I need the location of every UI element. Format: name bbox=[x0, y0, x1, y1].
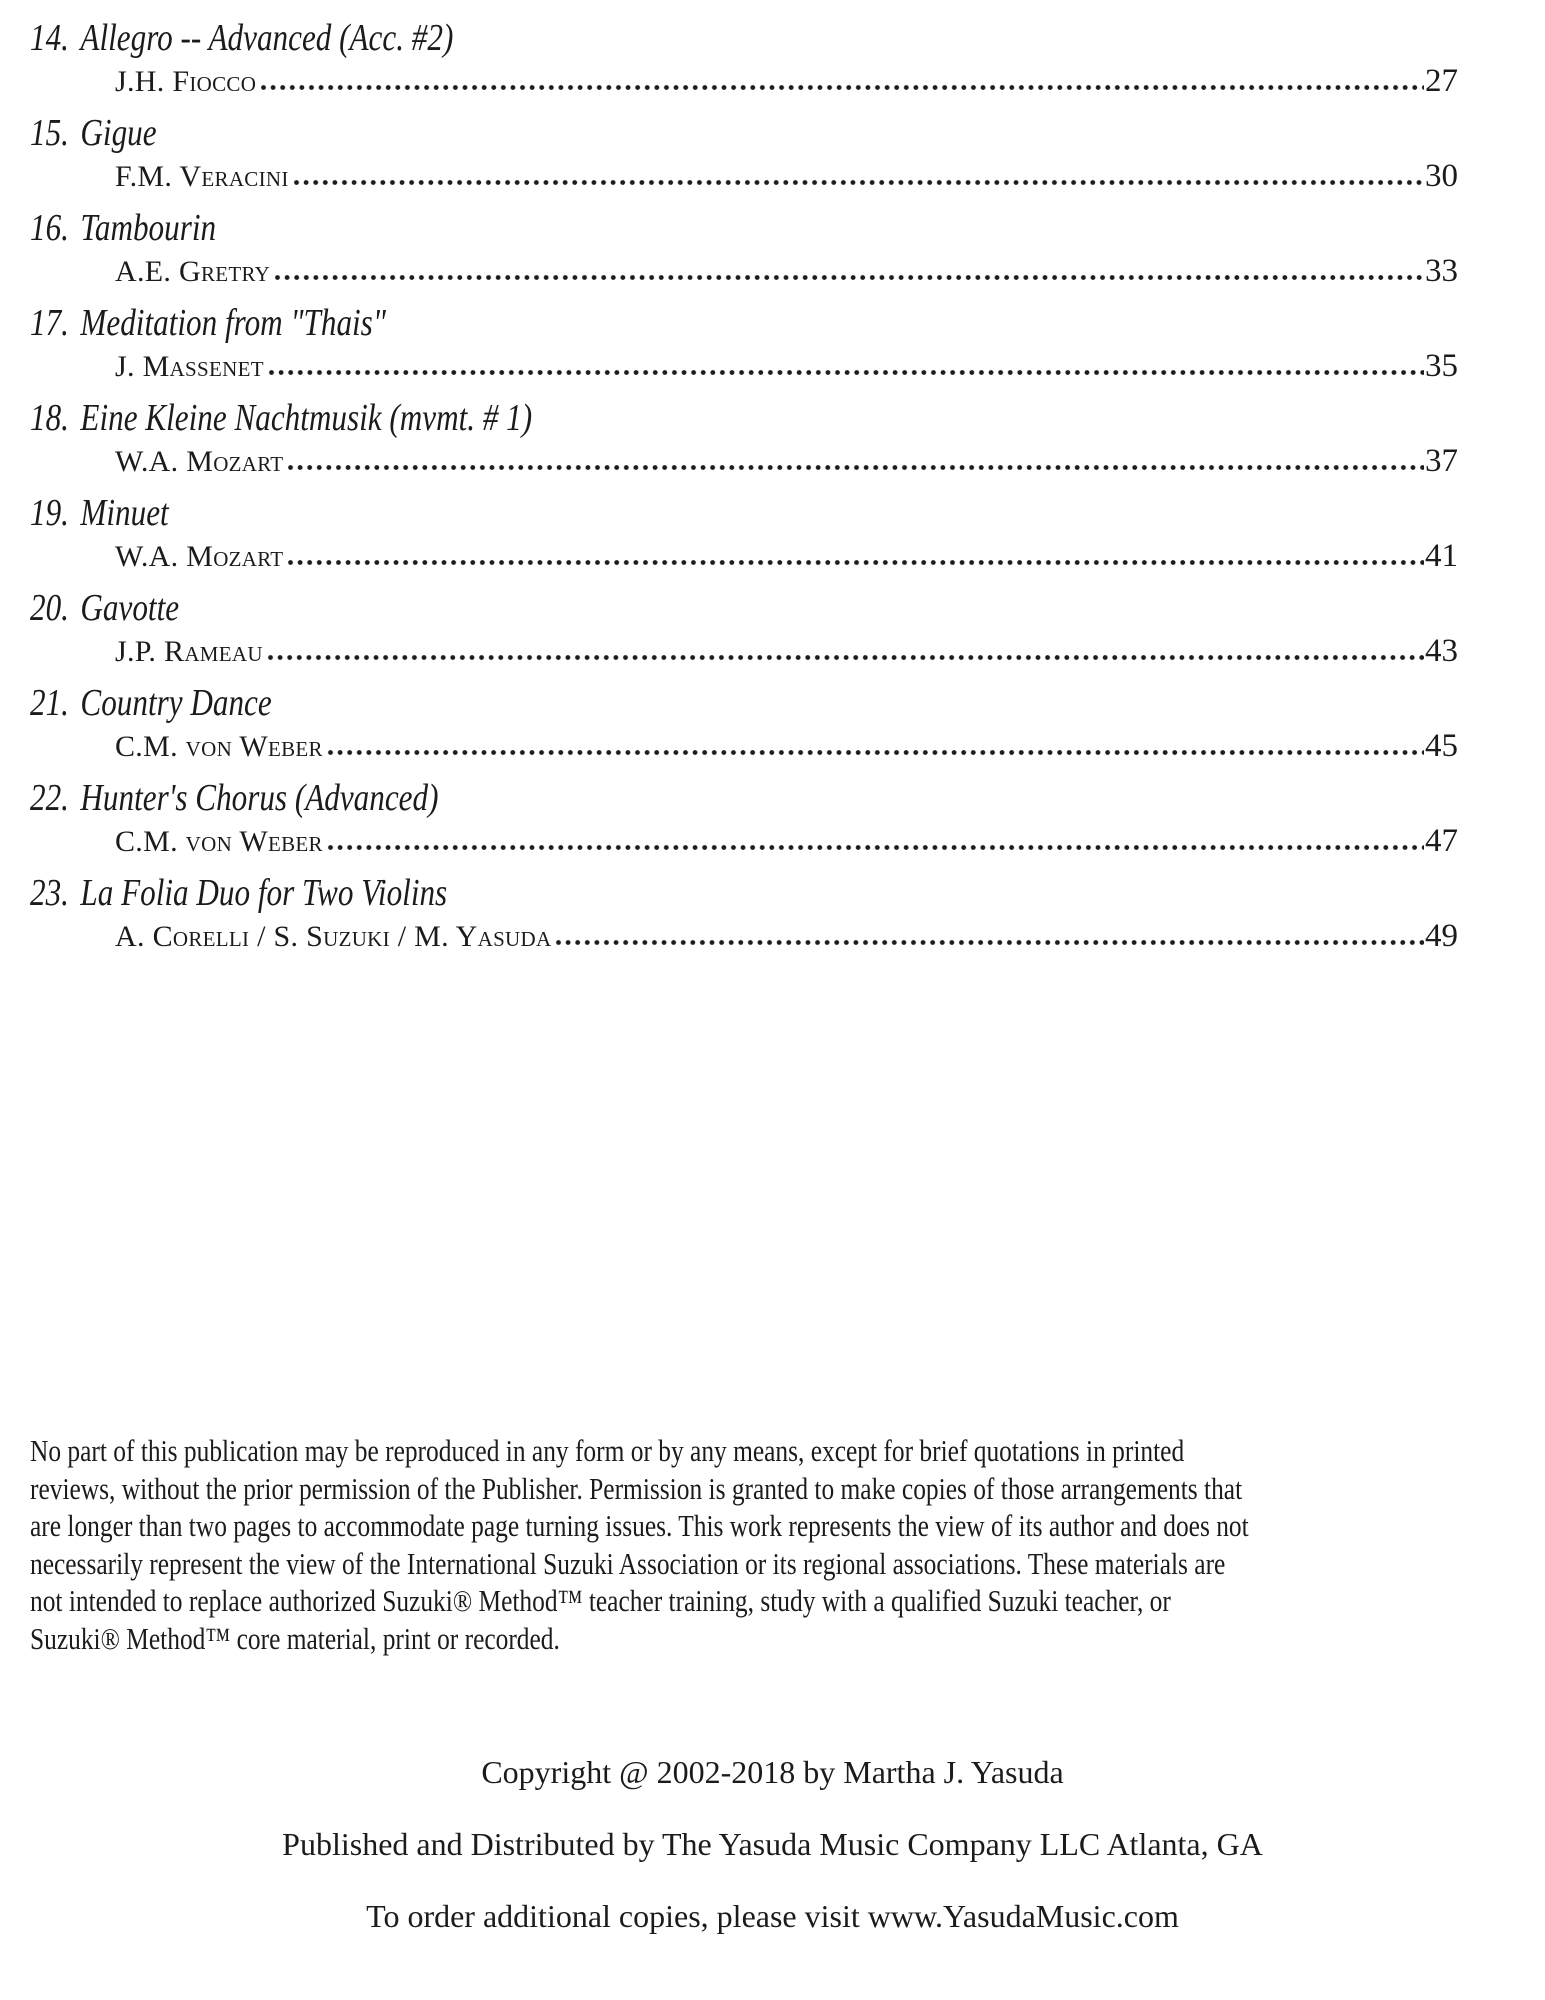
entry-number: 22. bbox=[30, 777, 69, 819]
page-number: 35 bbox=[1425, 348, 1458, 384]
entry-title bbox=[30, 14, 1201, 62]
entry-number: 18. bbox=[30, 397, 69, 439]
page-number: 30 bbox=[1425, 158, 1458, 194]
page-number: 27 bbox=[1425, 63, 1458, 99]
composer-name: J.P. Rameau bbox=[115, 635, 263, 668]
entry-title-text: Eine Kleine Nachtmusik (mvmt. # 1) bbox=[80, 397, 533, 439]
dot-leader bbox=[267, 369, 1424, 376]
page-number: 47 bbox=[1425, 823, 1458, 859]
page-number: 49 bbox=[1425, 918, 1458, 954]
entry-title bbox=[30, 679, 1201, 727]
order-info-line: To order additional copies, please visit www.YasudaMusic.com bbox=[366, 1898, 1179, 1934]
footer bbox=[0, 1752, 1545, 1936]
entry-title bbox=[30, 489, 1201, 537]
dot-leader bbox=[292, 179, 1424, 186]
dot-leader bbox=[286, 464, 1424, 471]
entry-composer-row bbox=[115, 252, 1458, 291]
entry-title bbox=[30, 869, 1201, 917]
entry-composer-row bbox=[115, 822, 1458, 861]
entry-title-text: Gigue bbox=[80, 112, 157, 154]
composer-name: W.A. Mozart bbox=[115, 445, 284, 478]
entry-number: 23. bbox=[30, 872, 69, 914]
composer-name: J.H. Fiocco bbox=[115, 65, 257, 98]
entry-title-text: Hunter's Chorus (Advanced) bbox=[80, 777, 439, 819]
toc-entry bbox=[30, 394, 1458, 481]
dot-leader bbox=[259, 84, 1424, 91]
publisher-line: Published and Distributed by The Yasuda Music Company LLC Atlanta, GA bbox=[282, 1826, 1263, 1862]
entry-number: 19. bbox=[30, 492, 69, 534]
composer-name: A. Corelli / S. Suzuki / M. Yasuda bbox=[115, 920, 552, 953]
entry-composer-row bbox=[115, 347, 1458, 386]
composer-name: C.M. von Weber bbox=[115, 825, 323, 858]
entry-title-text: Tambourin bbox=[80, 207, 217, 249]
entry-title-text: Minuet bbox=[80, 492, 169, 534]
toc-entry bbox=[30, 109, 1458, 196]
composer-name: F.M. Veracini bbox=[115, 160, 289, 193]
entry-title bbox=[30, 394, 1201, 442]
entry-number: 16. bbox=[30, 207, 69, 249]
toc-entry bbox=[30, 869, 1458, 956]
entry-composer-row bbox=[115, 157, 1458, 196]
copyright-notice-paragraph: No part of this publication may be reproduced in any form or by any means, except for brief quotations in printed reviews, without the prior permission of the Publisher. Permission is granted to make copies of those arrangements that are longer than two pages to accommodate page turning issues. This work represents the view of its author and does not necessarily represent the view of the International Suzuki Association or its regional associations. These materials are not intended to replace authorized Suzuki® Method™ teacher training, study with a qualified Suzuki teacher, or Suzuki® Method™ core material, print or recorded. bbox=[30, 1433, 1249, 1656]
entry-composer-row bbox=[115, 537, 1458, 576]
toc-entry bbox=[30, 299, 1458, 386]
page-number: 37 bbox=[1425, 443, 1458, 479]
composer-name: J. Massenet bbox=[115, 350, 264, 383]
dot-leader bbox=[326, 749, 1424, 756]
copyright-line: Copyright @ 2002-2018 by Martha J. Yasuda bbox=[481, 1754, 1064, 1790]
entry-title-text: Allegro -- Advanced (Acc. #2) bbox=[80, 17, 454, 59]
entry-composer-row bbox=[115, 917, 1458, 956]
composer-name: A.E. Gretry bbox=[115, 255, 271, 288]
toc-entry bbox=[30, 489, 1458, 576]
entry-title bbox=[30, 204, 1201, 252]
entry-title-text: Country Dance bbox=[80, 682, 272, 724]
toc-entry bbox=[30, 14, 1458, 101]
entry-composer-row bbox=[115, 442, 1458, 481]
toc-entry bbox=[30, 679, 1458, 766]
entry-title-text: Meditation from "Thais" bbox=[80, 302, 386, 344]
entry-number: 15. bbox=[30, 112, 69, 154]
toc-list bbox=[0, 0, 1545, 956]
composer-name: W.A. Mozart bbox=[115, 540, 284, 573]
dot-leader bbox=[326, 844, 1424, 851]
entry-composer-row bbox=[115, 62, 1458, 101]
page-number: 41 bbox=[1425, 538, 1458, 574]
page-number: 45 bbox=[1425, 728, 1458, 764]
entry-title bbox=[30, 299, 1201, 347]
dot-leader bbox=[286, 559, 1424, 566]
toc-entry bbox=[30, 584, 1458, 671]
page-number: 43 bbox=[1425, 633, 1458, 669]
entry-title bbox=[30, 774, 1201, 822]
toc-entry bbox=[30, 774, 1458, 861]
composer-name: C.M. von Weber bbox=[115, 730, 323, 763]
entry-number: 20. bbox=[30, 587, 69, 629]
dot-leader bbox=[266, 654, 1424, 661]
entry-number: 21. bbox=[30, 682, 69, 724]
dot-leader bbox=[554, 939, 1424, 946]
entry-number: 14. bbox=[30, 17, 69, 59]
entry-title-text: Gavotte bbox=[80, 587, 180, 629]
toc-entry bbox=[30, 204, 1458, 291]
entry-title bbox=[30, 584, 1201, 632]
entry-number: 17. bbox=[30, 302, 69, 344]
entry-title bbox=[30, 109, 1201, 157]
entry-title-text: La Folia Duo for Two Violins bbox=[80, 872, 448, 914]
dot-leader bbox=[273, 274, 1424, 281]
entry-composer-row bbox=[115, 632, 1458, 671]
page-number: 33 bbox=[1425, 253, 1458, 289]
entry-composer-row bbox=[115, 727, 1458, 766]
